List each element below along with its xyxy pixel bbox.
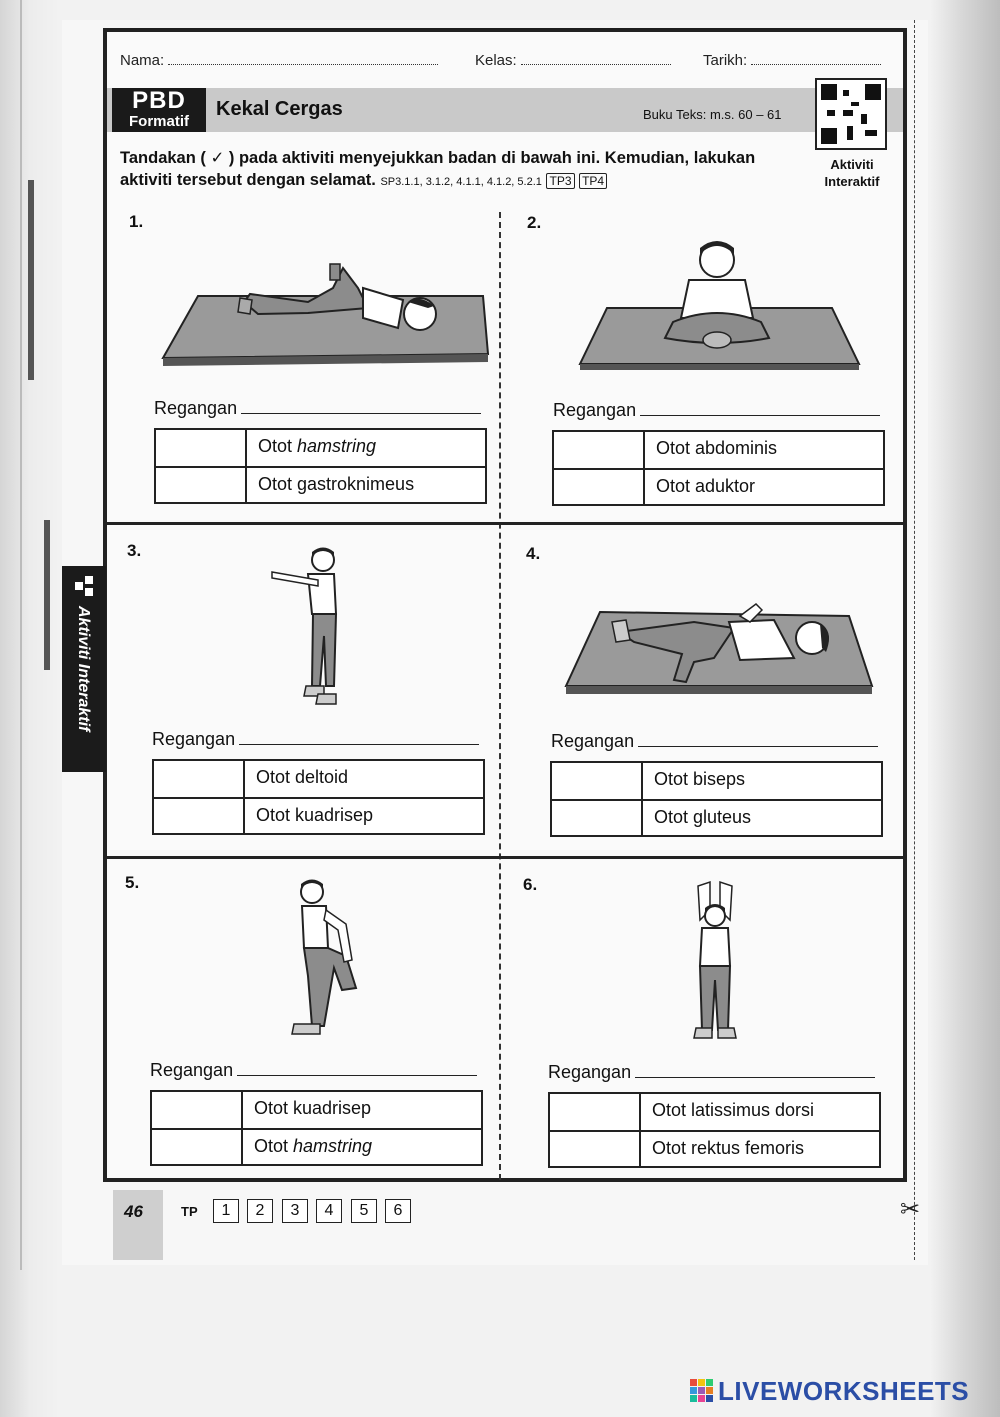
item-2-regangan-label: Regangan [553,400,637,420]
page-number: 46 [124,1202,143,1221]
item-6-option-2-text: Otot rektus femoris [652,1138,805,1158]
row-divider [103,522,907,525]
item-3-option-1 [154,761,483,797]
item-6-answer-line[interactable] [635,1063,875,1078]
item-2-option-2-checkbox[interactable] [554,470,645,506]
item-2-regangan [553,400,880,421]
tp-level-5[interactable]: 5 [351,1199,377,1223]
tp-label: TP [181,1204,198,1219]
pbd-badge [112,88,206,132]
item-3-regangan-label: Regangan [152,729,236,749]
item-3-option-1-label [256,767,348,788]
item-4-option-2-checkbox[interactable] [552,801,643,837]
item-5-option-1 [152,1092,481,1128]
item-5-option-1-checkbox[interactable] [152,1092,243,1128]
side-tab [62,566,106,772]
qr-caption: Aktiviti Interaktif [824,157,880,189]
item-6-option-1-text: Otot latissimus dorsi [652,1100,815,1120]
page-number-tab [113,1190,163,1260]
tp4-tag: TP4 [579,173,607,189]
kelas-input[interactable] [521,52,671,65]
item-1-option-1-checkbox[interactable] [156,430,247,466]
item-5-option-1-text: Otot kuadrisep [254,1098,372,1118]
item-6-option-1-checkbox[interactable] [550,1094,641,1130]
item-1-option-1-italic: hamstring [297,436,377,456]
item-2-option-1-text: Otot abdominis [656,438,778,458]
nama-field [120,52,438,69]
stretch-illustration-3 [268,546,348,708]
instruction [120,147,810,193]
item-6-option-2-checkbox[interactable] [550,1132,641,1168]
item-5-regangan-label: Regangan [150,1060,234,1080]
item-5-answer-line[interactable] [237,1061,477,1076]
standard-codes: SP3.1.1, 3.1.2, 4.1.1, 4.1.2, 5.2.1 [380,176,542,188]
item-2-option-1 [554,432,883,468]
stretch-illustration-2 [577,240,867,372]
item-3-option-2-text: Otot kuadrisep [256,805,374,825]
item-6-regangan [548,1062,875,1083]
item-4-option-1-checkbox[interactable] [552,763,643,799]
tp-level-6[interactable]: 6 [385,1199,411,1223]
item-3-options [152,759,485,835]
stretch-illustration-1 [158,258,493,368]
tp3-tag: TP3 [546,173,574,189]
item-4-regangan-label: Regangan [551,731,635,751]
item-1-number: 1. [129,212,144,231]
item-2-option-2-label [656,476,755,497]
item-5-option-2 [152,1128,481,1166]
item-1-regangan [154,398,481,419]
item-6-option-1-label [652,1100,814,1121]
item-3-answer-line[interactable] [239,730,479,745]
item-5-option-2-label [254,1136,372,1157]
item-6-option-2 [550,1130,879,1168]
item-5-option-2-text: Otot [254,1136,294,1156]
item-4-option-2-label [654,807,751,828]
item-4-answer-line[interactable] [638,732,878,747]
item-4-number: 4. [526,544,541,563]
item-3-option-1-text: Otot deltoid [256,767,349,787]
item-4-options [550,761,883,837]
item-5-number: 5. [125,873,140,892]
qr-code-icon[interactable] [815,78,887,150]
scissors-icon: ✂ [900,1196,921,1223]
item-6-number: 6. [523,875,538,894]
liveworksheets-brand [690,1376,969,1407]
item-6-option-1 [550,1094,879,1130]
item-5-option-1-label [254,1098,371,1119]
kelas-field [475,52,671,69]
item-2-number: 2. [527,213,542,232]
item-1-option-1-text: Otot [258,436,298,456]
item-5-option-2-checkbox[interactable] [152,1130,243,1166]
item-2-option-1-label [656,438,777,459]
item-2-options [552,430,885,506]
pbd-badge-title: PBD [132,87,186,114]
item-2-option-2 [554,468,883,506]
stretch-illustration-4 [564,602,876,700]
item-1-option-1 [156,430,485,466]
item-3-number: 3. [127,541,142,560]
item-6-regangan-label: Regangan [548,1062,632,1082]
tarikh-label: Tarikh: [703,52,748,69]
side-tab-label: Aktiviti Interaktif [75,606,92,732]
item-3-regangan [152,729,479,750]
item-3-option-2-label [256,805,373,826]
tp-level-3[interactable]: 3 [282,1199,308,1223]
item-5-regangan [150,1060,477,1081]
kelas-label: Kelas: [475,52,517,69]
item-2-answer-line[interactable] [640,401,880,416]
item-4-regangan [551,731,878,752]
tarikh-field [703,52,881,69]
item-3-option-2 [154,797,483,835]
stretch-illustration-6 [690,880,740,1044]
tp-level-1[interactable]: 1 [213,1199,239,1223]
nama-label: Nama: [120,52,165,69]
nama-input[interactable] [168,52,438,65]
item-5-options [150,1090,483,1166]
tarikh-input[interactable] [751,52,881,65]
item-4-option-1-text: Otot biseps [654,769,746,789]
item-5-option-2-italic: hamstring [293,1136,373,1156]
item-3-option-1-checkbox[interactable] [154,761,245,797]
row-divider [103,856,907,859]
item-4-option-1-label [654,769,745,790]
item-1-option-2-label [258,474,414,495]
tp-level-2[interactable]: 2 [247,1199,273,1223]
item-6-option-2-label [652,1138,804,1159]
item-1-options [154,428,487,504]
book-spine [20,0,62,1270]
liveworksheets-logo-icon [690,1379,714,1403]
instruction-text: Tandakan ( ✓ ) pada aktiviti menyejukkan badan di bawah ini. Kemudian, lakukan aktiviti tersebut dengan selamat. [120,149,756,189]
puzzle-icon [73,574,95,598]
page-title: Kekal Cergas [216,98,343,120]
brand-text: LIVEWORKSHEETS [718,1376,970,1406]
item-3-option-2-checkbox[interactable] [154,799,245,835]
item-6-options [548,1092,881,1168]
item-1-regangan-label: Regangan [154,398,238,418]
item-4-option-2-text: Otot gluteus [654,807,752,827]
item-2-option-1-checkbox[interactable] [554,432,645,468]
item-2-option-2-text: Otot aduktor [656,476,756,496]
item-1-answer-line[interactable] [241,399,481,414]
tp-level-4[interactable]: 4 [316,1199,342,1223]
pbd-badge-subtitle: Formatif [129,113,189,130]
stretch-illustration-5 [286,876,366,1040]
cut-line [914,20,915,1260]
item-4-option-1 [552,763,881,799]
item-1-option-2-text: Otot gastroknimeus [258,474,415,494]
item-1-option-1-label [258,436,376,457]
item-1-option-2 [156,466,485,504]
item-4-option-2 [552,799,881,837]
column-divider [499,212,501,1180]
textbook-reference: Buku Teks: m.s. 60 – 61 [643,107,782,122]
item-1-option-2-checkbox[interactable] [156,468,247,504]
